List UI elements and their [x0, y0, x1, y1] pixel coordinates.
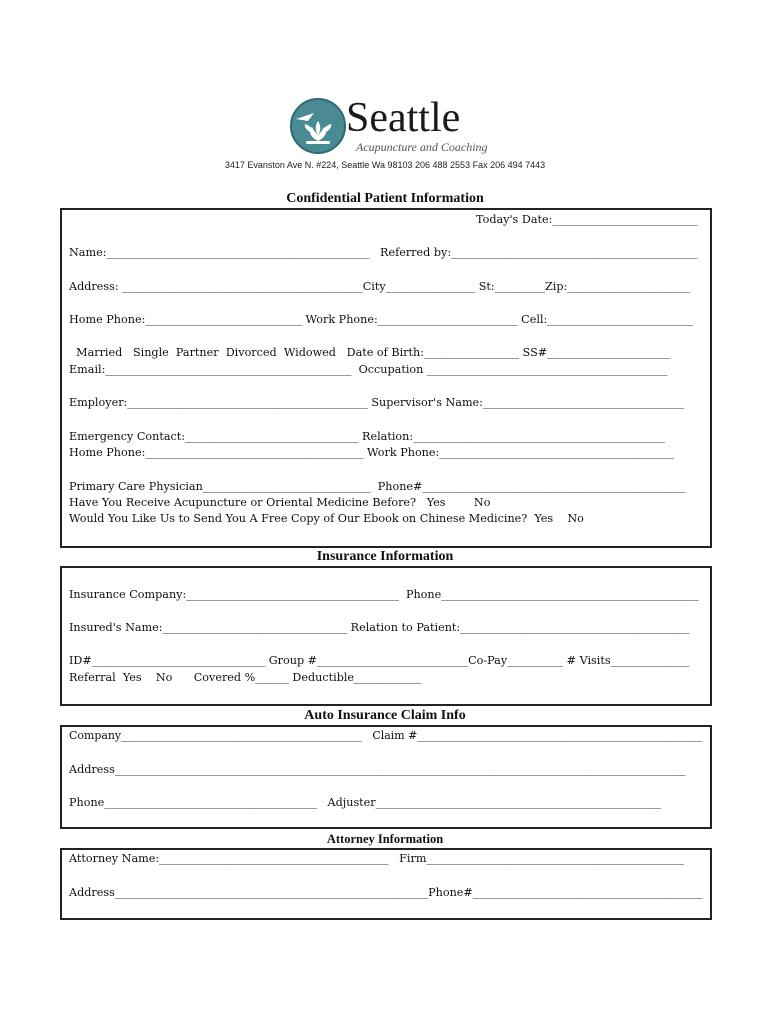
- insurance-section-title: Insurance Information: [316, 549, 454, 564]
- referral-deductible-field[interactable]: Referral Yes No Covered %______ Deductible____________: [69, 671, 422, 684]
- insurance-company-field[interactable]: Insurance Company:______________________________________ Phone______________________________________________: [69, 588, 699, 601]
- attorney-section-title: Attorney Information: [326, 832, 444, 846]
- marital-status-dob-field[interactable]: Married Single Partner Divorced Widowed Date of Birth:_________________ SS#______________________: [69, 346, 671, 359]
- emergency-phone-field[interactable]: Home Phone:_______________________________________ Work Phone:__________________________________________: [69, 446, 675, 459]
- insured-name-field[interactable]: Insured's Name:_________________________________ Relation to Patient:_________________________________________: [69, 621, 690, 634]
- id-group-copay-field[interactable]: ID#_______________________________ Group #___________________________Co-Pay__________ # Visits______________: [69, 654, 689, 667]
- seattle-logo-icon: [288, 97, 348, 155]
- clinic-address: 3417 Evanston Ave N. #224, Seattle Wa 98103 206 488 2553 Fax 206 494 7443: [224, 160, 546, 170]
- insurance-info-box: [60, 566, 712, 706]
- attorney-address-phone-field[interactable]: Address________________________________________________________Phone#_________________________________________: [69, 886, 703, 899]
- employer-field[interactable]: Employer:___________________________________________ Supervisor's Name:____________________________________: [69, 396, 685, 409]
- address-field[interactable]: Address: ___________________________________________City________________ St:_________Zip:______________________: [69, 280, 691, 293]
- phones-field[interactable]: Home Phone:____________________________ Work Phone:_________________________ Cell:__________________________: [69, 313, 693, 326]
- ebook-question[interactable]: Would You Like Us to Send You A Free Copy of Our Ebook on Chinese Medicine? Yes No: [69, 512, 584, 525]
- emergency-contact-field[interactable]: Emergency Contact:_______________________________ Relation:_____________________________________________: [69, 430, 665, 443]
- auto-address-field[interactable]: Address______________________________________________________________________________________________________: [69, 763, 686, 776]
- patient-section-title: Confidential Patient Information: [286, 191, 484, 206]
- brand-tagline: Acupuncture and Coaching: [356, 140, 488, 154]
- todays-date-field[interactable]: Today's Date:__________________________: [476, 213, 698, 226]
- acupuncture-before-question[interactable]: Have You Receive Acupuncture or Oriental Medicine Before? Yes No: [69, 496, 491, 509]
- email-occupation-field[interactable]: Email:____________________________________________ Occupation ___________________________________________: [69, 363, 668, 376]
- auto-company-claim-field[interactable]: Company____________________________________________ Claim #____________________________________________________: [69, 729, 702, 742]
- brand-name: Seattle: [346, 95, 461, 141]
- name-referred-field[interactable]: Name:_______________________________________________ Referred by:____________________________________________: [69, 246, 698, 259]
- auto-section-title: Auto Insurance Claim Info: [304, 708, 466, 723]
- physician-field[interactable]: Primary Care Physician______________________________ Phone#_______________________________________________: [69, 480, 686, 493]
- attorney-name-firm-field[interactable]: Attorney Name:_________________________________________ Firm______________________________________________: [69, 852, 684, 865]
- auto-phone-adjuster-field[interactable]: Phone______________________________________ Adjuster___________________________________________________: [69, 796, 661, 809]
